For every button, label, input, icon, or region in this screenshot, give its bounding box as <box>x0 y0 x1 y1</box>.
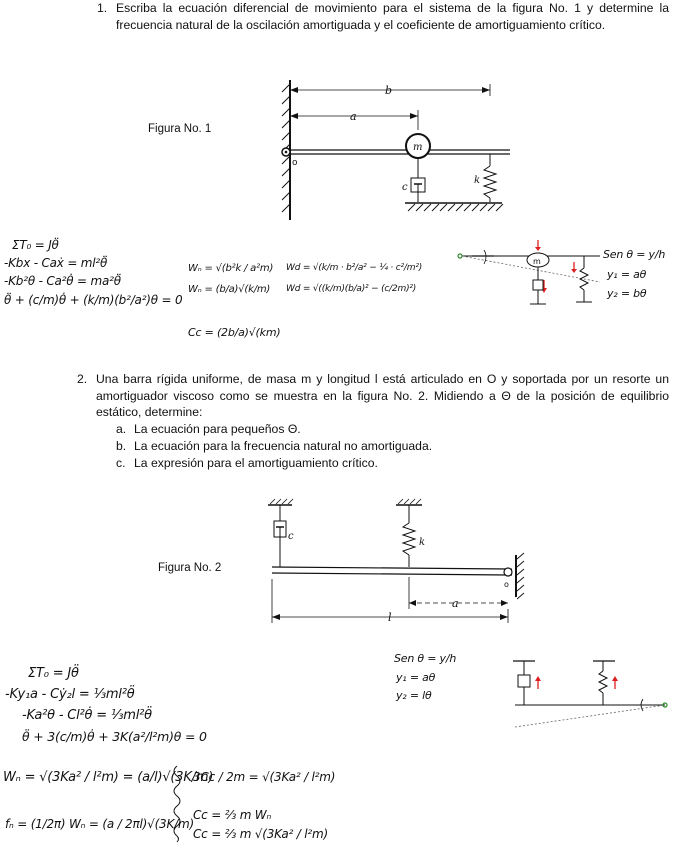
figure-2-diagram <box>262 495 532 630</box>
sketch-mass-label: m <box>533 257 541 266</box>
q2-sketch <box>505 655 673 735</box>
dim-b-label: b <box>385 84 393 97</box>
q1-critical-damping: Cc = (2b/a)√(km) <box>188 326 281 339</box>
q2-cc-1: 3Cc / 2m = √(3Ka² / l²m) <box>193 770 336 784</box>
q2-frequency-hz: fₙ = (1/2π) Wₙ = (a / 2πl)√(3K/m) <box>5 817 194 831</box>
q1-wd-1: Wd = √(k/m · b²/a² − ¼ · c²/m²) <box>286 263 423 273</box>
q2-y2: y₂ = lθ <box>396 689 432 702</box>
pivot-label: o <box>292 158 298 168</box>
pivot-label: o <box>504 580 509 589</box>
spring-label: k <box>419 537 426 548</box>
q2-y1: y₁ = aθ <box>396 671 436 684</box>
q1-sum-moments: ΣT₀ = Jθ̈ <box>12 238 59 252</box>
question-number: 1. <box>97 1 108 15</box>
q2-sin-theta: Sen θ = y/h <box>394 652 457 665</box>
q1-wn-2: Wₙ = (b/a)√(k/m) <box>188 284 271 295</box>
q1-equation-1: -Kbx - Caẋ = ml²θ̈ <box>4 256 108 270</box>
question-text: Escriba la ecuación diferencial de movimiento para el sistema de la figura No. 1 y determine la frecuencia natural de la oscilación amortiguada y el coeficiente de amortiguamiento crítico. <box>116 1 669 32</box>
q1-equation-2: -Kb²θ - Ca²θ̇ = ma²θ̈ <box>4 274 121 288</box>
q1-y2: y₂ = bθ <box>607 287 647 300</box>
q2-equation-3: θ̈ + 3(c/m)θ̇ + 3K(a²/l²m)θ = 0 <box>22 729 207 744</box>
q2-cc-3: Cc = ⅔ m √(3Ka² / l²m) <box>193 827 328 841</box>
q2-equation-2: -Ka²θ - Cl²θ̇ = ⅓ml²θ̈ <box>22 708 152 723</box>
dim-l-label: l <box>388 611 392 624</box>
q1-sketch <box>450 238 600 318</box>
sub-item-text: La expresión para el amortiguamiento crítico. <box>134 456 378 470</box>
sub-item-letter: a. <box>116 422 127 436</box>
dim-a-label: a <box>350 110 357 123</box>
q1-equation-3: θ̈ + (c/m)θ̇ + (k/m)(b²/a²)θ = 0 <box>4 293 183 307</box>
q2-natural-frequency: Wₙ = √(3Ka² / l²m) = (a/l)√(3K/m) <box>3 770 214 785</box>
damper-label: c <box>288 531 294 542</box>
q2-sum-moments: ΣT₀ = Jθ̈ <box>28 666 79 681</box>
brace <box>170 766 184 842</box>
figure-1-diagram <box>270 70 520 230</box>
figure-label: Figura No. 2 <box>158 562 222 574</box>
question-number: 2. <box>77 372 88 386</box>
sub-item-letter: c. <box>116 456 126 470</box>
spring-label: k <box>474 175 481 186</box>
q1-y1: y₁ = aθ <box>607 268 647 281</box>
sub-item-text: La ecuación para pequeños Θ. <box>134 422 301 436</box>
question-text: Una barra rígida uniforme, de masa m y longitud l está articulado en O y soportada por un resorte un amortiguador viscoso como se muestra en la figura No. 2. Midiendo a Θ de la posición de equilibrio estático, determine: <box>96 372 669 419</box>
sub-item-letter: b. <box>116 439 127 453</box>
q1-sin-theta: Sen θ = y/h <box>603 248 666 261</box>
q1-wd-2: Wd = √((k/m)(b/a)² − (c/2m)²) <box>286 284 417 294</box>
damper-label: c <box>402 182 408 193</box>
q1-wn-1: Wₙ = √(b²k / a²m) <box>188 263 274 274</box>
mass-label: m <box>413 142 423 153</box>
q2-cc-2: Cc = ⅔ m Wₙ <box>193 808 272 822</box>
sub-item-text: La ecuación para la frecuencia natural no amortiguada. <box>134 439 433 453</box>
dim-a-label: a <box>452 597 459 610</box>
q2-equation-1: -Ky₁a - Cẏ₂l = ⅓ml²θ̈ <box>5 687 135 702</box>
figure-label: Figura No. 1 <box>148 123 212 135</box>
